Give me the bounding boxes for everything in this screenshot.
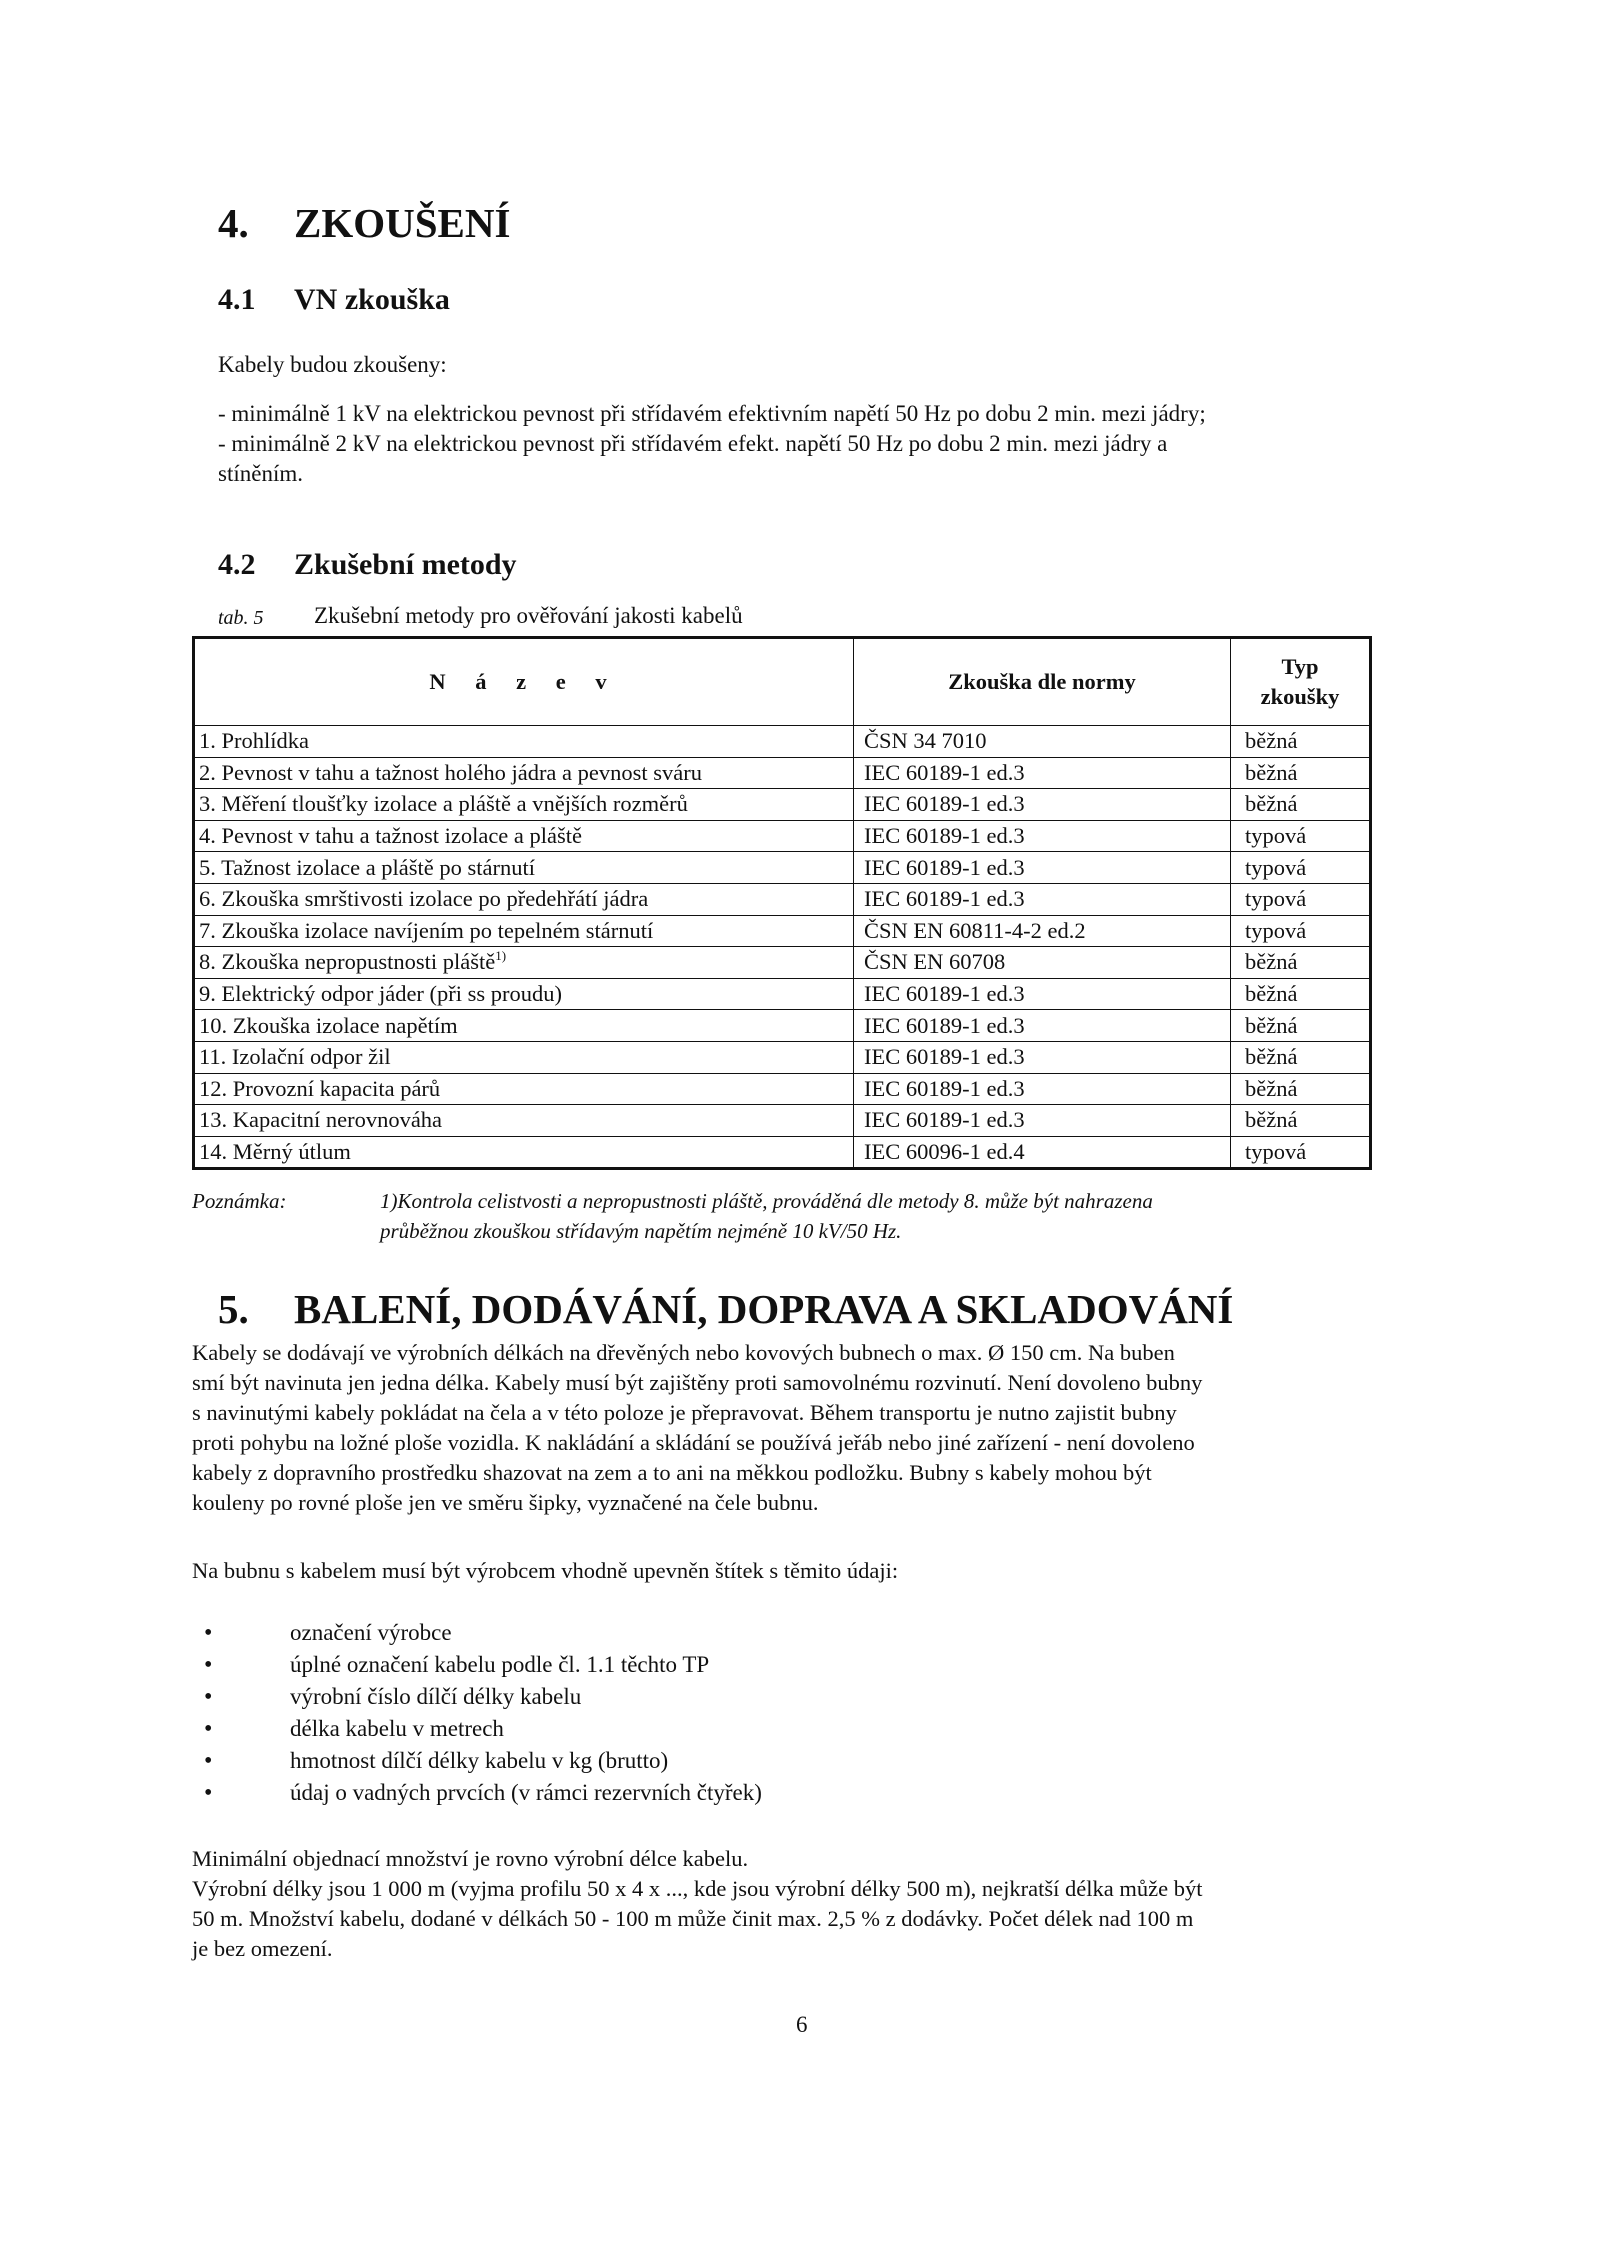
test-name: 6. Zkouška smrštivosti izolace po předehřátí jádra bbox=[194, 883, 854, 915]
test-type: typová bbox=[1231, 1136, 1371, 1169]
paragraph-line: kabely z dopravního prostředku shazovat na zem a to ani na měkkou podložku. Bubny s kabely mohou být bbox=[192, 1460, 1152, 1485]
table-row bbox=[194, 726, 1371, 758]
label-intro: Na bubnu s kabelem musí být výrobcem vhodně upevněn štítek s těmito údaji: bbox=[192, 1558, 899, 1583]
test-type: běžná bbox=[1231, 726, 1371, 758]
paragraph-line: s navinutými kabely pokládat na čela a v této poloze je přepravovat. Během transportu je nutno zajistit bubny bbox=[192, 1400, 1177, 1425]
table-row bbox=[194, 915, 1371, 947]
test-type: typová bbox=[1231, 883, 1371, 915]
header-type-line1: Typ bbox=[1281, 654, 1319, 679]
test-norm: IEC 60189-1 ed.3 bbox=[854, 1105, 1231, 1137]
test-requirement-line: - minimálně 1 kV na elektrickou pevnost při střídavém efektivním napětí 50 Hz po dobu 2 min. mezi jádry; bbox=[218, 401, 1206, 426]
paragraph-line: Minimální objednací množství je rovno výrobní délce kabelu. bbox=[192, 1846, 749, 1871]
table-caption-label: tab. 5 bbox=[218, 607, 264, 629]
table-row bbox=[194, 789, 1371, 821]
test-type: běžná bbox=[1231, 1041, 1371, 1073]
section-5-title: BALENÍ, DODÁVÁNÍ, DOPRAVA A SKLADOVÁNÍ bbox=[294, 1286, 1234, 1332]
test-methods-table bbox=[192, 636, 1372, 1170]
header-type-line2: zkoušky bbox=[1260, 684, 1340, 709]
table-row bbox=[194, 1010, 1371, 1042]
test-name: 11. Izolační odpor žil bbox=[194, 1041, 854, 1073]
test-name: 8. Zkouška nepropustnosti pláště$^{1)}$ bbox=[194, 947, 854, 979]
packaging-paragraph bbox=[192, 1338, 1202, 1518]
table-row bbox=[194, 757, 1371, 789]
test-name: 5. Tažnost izolace a pláště po stárnutí bbox=[194, 852, 854, 884]
test-type: běžná bbox=[1231, 1105, 1371, 1137]
test-norm: IEC 60189-1 ed.3 bbox=[854, 978, 1231, 1010]
section-5-heading bbox=[218, 1285, 1234, 1333]
paragraph-line: Výrobní délky jsou 1 000 m (vyjma profilu 50 x 4 x ..., kde jsou výrobní délky 500 m), nejkratší délka může být bbox=[192, 1876, 1203, 1901]
test-name: 14. Měrný útlum bbox=[194, 1136, 854, 1169]
bullet-icon: • bbox=[204, 1620, 213, 1646]
paragraph-line: Kabely se dodávají ve výrobních délkách na dřevěných nebo kovových bubnech o max. Ø 150 cm. Na buben bbox=[192, 1340, 1175, 1365]
test-name: 4. Pevnost v tahu a tažnost izolace a pláště bbox=[194, 820, 854, 852]
test-name: 9. Elektrický odpor jáder (při ss proudu) bbox=[194, 978, 854, 1010]
header-type bbox=[1231, 638, 1371, 726]
test-norm: ČSN 34 7010 bbox=[854, 726, 1231, 758]
table-row bbox=[194, 820, 1371, 852]
test-norm: IEC 60189-1 ed.3 bbox=[854, 1041, 1231, 1073]
test-norm: IEC 60189-1 ed.3 bbox=[854, 757, 1231, 789]
bullet-icon: • bbox=[204, 1684, 213, 1710]
paragraph-line: kouleny po rovné ploše jen ve směru šipky, vyznačené na čele bubnu. bbox=[192, 1490, 819, 1515]
bullet-icon: • bbox=[204, 1748, 213, 1774]
test-requirement-line: - minimálně 2 kV na elektrickou pevnost při střídavém efekt. napětí 50 Hz po dobu 2 min. mezi jádry a bbox=[218, 431, 1168, 456]
test-norm: IEC 60189-1 ed.3 bbox=[854, 820, 1231, 852]
test-requirements bbox=[218, 399, 1206, 489]
note-line-1: 1)Kontrola celistvosti a nepropustnosti pláště, prováděná dle metody 8. může být nahrazena bbox=[380, 1189, 1153, 1213]
subsection-4-2-title: Zkušební metody bbox=[294, 548, 517, 581]
list-item: • hmotnost dílčí délky kabelu v kg (brutto) bbox=[290, 1745, 762, 1777]
table-caption-text: Zkušební metody pro ověřování jakosti kabelů bbox=[314, 603, 743, 628]
test-norm: ČSN EN 60708 bbox=[854, 947, 1231, 979]
table-row bbox=[194, 1041, 1371, 1073]
table-row bbox=[194, 947, 1371, 979]
test-type: běžná bbox=[1231, 1010, 1371, 1042]
section-4-heading bbox=[218, 199, 511, 247]
test-intro: Kabely budou zkoušeny: bbox=[218, 352, 447, 377]
subsection-4-1-title: VN zkouška bbox=[294, 283, 450, 316]
paragraph-line: 50 m. Množství kabelu, dodané v délkách 50 - 100 m může činit max. 2,5 % z dodávky. Počet délek nad 100 m bbox=[192, 1906, 1194, 1931]
test-type: běžná bbox=[1231, 1073, 1371, 1105]
table-row bbox=[194, 1105, 1371, 1137]
table-row bbox=[194, 1073, 1371, 1105]
test-name: 7. Zkouška izolace navíjením po tepelném stárnutí bbox=[194, 915, 854, 947]
list-item: • údaj o vadných prvcích (v rámci rezervních čtyřek) bbox=[290, 1777, 762, 1809]
table-row bbox=[194, 852, 1371, 884]
test-norm: IEC 60189-1 ed.3 bbox=[854, 883, 1231, 915]
note-label: Poznámka: bbox=[192, 1189, 287, 1213]
order-quantity-paragraph bbox=[192, 1844, 1202, 1964]
paragraph-line: je bez omezení. bbox=[192, 1936, 333, 1961]
test-requirement-line: stíněním. bbox=[218, 461, 303, 486]
test-norm: IEC 60189-1 ed.3 bbox=[854, 789, 1231, 821]
page-number: 6 bbox=[796, 2012, 808, 2037]
table-row bbox=[194, 1136, 1371, 1169]
test-type: běžná bbox=[1231, 789, 1371, 821]
test-name: 3. Měření tloušťky izolace a pláště a vnějších rozměrů bbox=[194, 789, 854, 821]
list-item: • délka kabelu v metrech bbox=[290, 1713, 762, 1745]
test-name: 1. Prohlídka bbox=[194, 726, 854, 758]
section-5-number: 5. bbox=[218, 1286, 249, 1332]
subsection-4-2-number: 4.2 bbox=[218, 548, 256, 581]
test-norm: IEC 60189-1 ed.3 bbox=[854, 1010, 1231, 1042]
label-fields-list bbox=[204, 1617, 762, 1809]
subsection-4-1-heading bbox=[218, 282, 450, 318]
test-norm: IEC 60189-1 ed.3 bbox=[854, 852, 1231, 884]
test-norm: ČSN EN 60811-4-2 ed.2 bbox=[854, 915, 1231, 947]
footnote-marker: 1) bbox=[495, 948, 507, 964]
header-norm: Zkouška dle normy bbox=[854, 638, 1231, 726]
test-norm: IEC 60096-1 ed.4 bbox=[854, 1136, 1231, 1169]
test-type: běžná bbox=[1231, 757, 1371, 789]
test-name: 13. Kapacitní nerovnováha bbox=[194, 1105, 854, 1137]
header-name: N á z e v bbox=[194, 638, 854, 726]
test-norm: IEC 60189-1 ed.3 bbox=[854, 1073, 1231, 1105]
test-type: typová bbox=[1231, 915, 1371, 947]
test-type: běžná bbox=[1231, 947, 1371, 979]
test-type: běžná bbox=[1231, 978, 1371, 1010]
bullet-icon: • bbox=[204, 1716, 213, 1742]
list-item: • úplné označení kabelu podle čl. 1.1 těchto TP bbox=[290, 1649, 762, 1681]
list-item: • označení výrobce bbox=[290, 1617, 762, 1649]
test-name: 10. Zkouška izolace napětím bbox=[194, 1010, 854, 1042]
table-header-row bbox=[194, 638, 1371, 726]
bullet-icon: • bbox=[204, 1780, 213, 1806]
section-4-number: 4. bbox=[218, 200, 249, 246]
bullet-icon: • bbox=[204, 1652, 213, 1678]
paragraph-line: smí být navinuta jen jedna délka. Kabely musí být zajištěny proti samovolnému rozvinutí. Není dovoleno bubny bbox=[192, 1370, 1203, 1395]
test-type: typová bbox=[1231, 820, 1371, 852]
section-4-title: ZKOUŠENÍ bbox=[294, 200, 511, 246]
paragraph-line: proti pohybu na ložné ploše vozidla. K nakládání a skládání se používá jeřáb nebo jiné zařízení - není dovoleno bbox=[192, 1430, 1195, 1455]
subsection-4-1-number: 4.1 bbox=[218, 283, 256, 316]
test-type: typová bbox=[1231, 852, 1371, 884]
table-row bbox=[194, 883, 1371, 915]
note-line-2: průběžnou zkouškou střídavým napětím nejméně 10 kV/50 Hz. bbox=[380, 1219, 902, 1243]
table-row bbox=[194, 978, 1371, 1010]
test-name: 12. Provozní kapacita párů bbox=[194, 1073, 854, 1105]
subsection-4-2-heading bbox=[218, 547, 517, 583]
list-item: • výrobní číslo dílčí délky kabelu bbox=[290, 1681, 762, 1713]
test-name: 2. Pevnost v tahu a tažnost holého jádra a pevnost sváru bbox=[194, 757, 854, 789]
